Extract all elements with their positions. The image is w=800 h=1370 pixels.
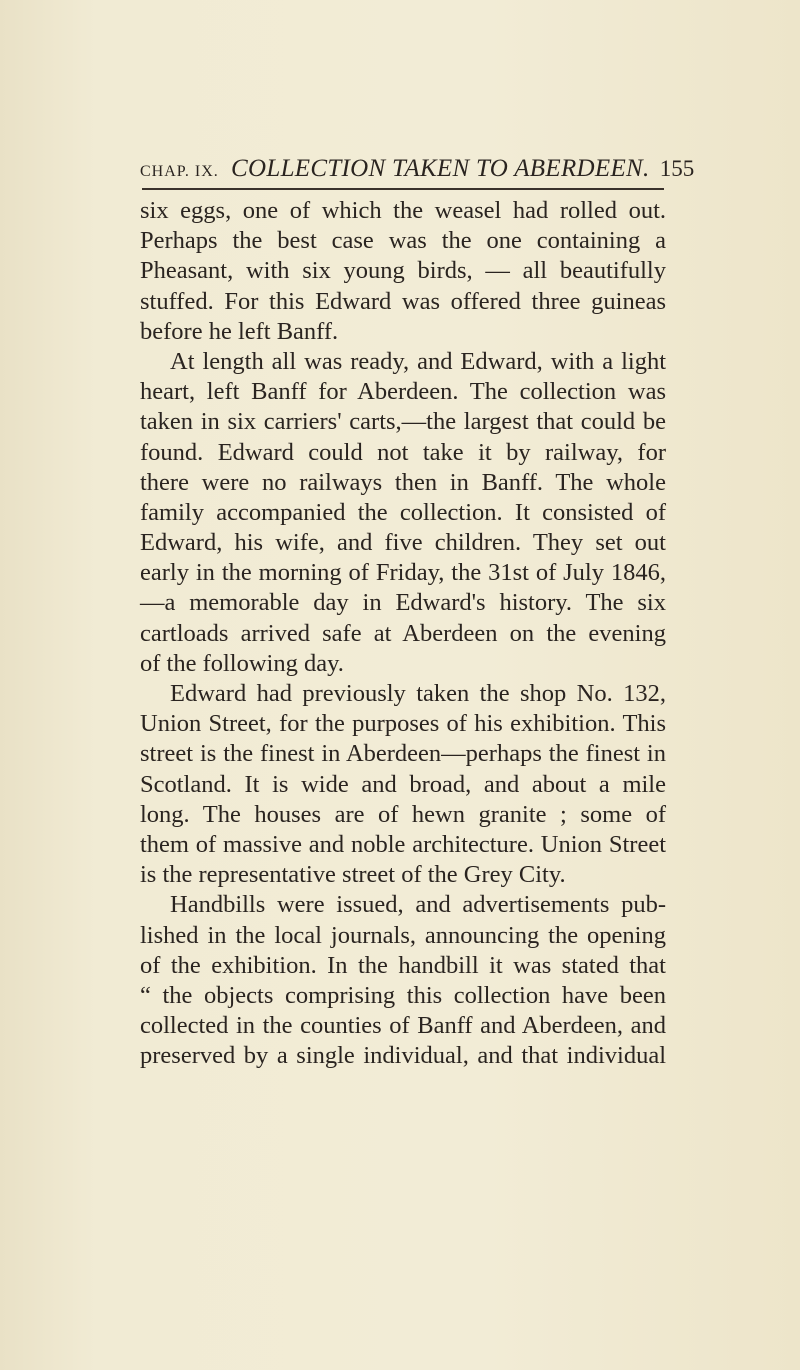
text-line: six eggs, one of which the weasel had rolled out. xyxy=(140,197,666,224)
chapter-label: CHAP. IX. xyxy=(140,163,219,180)
running-head xyxy=(140,152,695,186)
text-line: lished in the local journals, announcing the opening xyxy=(140,921,666,949)
text-line: —a memorable day in Edward's history. The six xyxy=(140,589,666,617)
chapter-title: COLLECTION TAKEN TO ABERDEEN. xyxy=(231,155,650,182)
text-line: Handbills were issued, and advertisements pub- xyxy=(170,891,666,919)
text-line: there were no railways then in Banff. The whole xyxy=(140,468,666,496)
page-number: 155 xyxy=(659,156,695,181)
text-line: long. The houses are of hewn granite ; some of xyxy=(140,800,666,828)
text-line: heart, left Banff for Aberdeen. The collection was xyxy=(140,378,666,406)
text-line: found. Edward could not take it by railway, for xyxy=(140,438,666,466)
header-rule xyxy=(142,188,664,190)
text-line: Perhaps the best case was the one containing a xyxy=(140,227,666,255)
text-line: street is the finest in Aberdeen—perhaps the finest in xyxy=(140,740,666,768)
text-line: taken in six carriers' carts,—the largest that could be xyxy=(140,408,666,436)
text-line: Edward, his wife, and five children. They set out xyxy=(140,529,666,557)
text-line: Union Street, for the purposes of his exhibition. This xyxy=(140,710,666,738)
text-line: collected in the counties of Banff and Aberdeen, and xyxy=(140,1012,666,1040)
text-line: Pheasant, with six young birds, — all beautifully xyxy=(140,257,666,285)
text-line: early in the morning of Friday, the 31st of July 1846, xyxy=(140,559,666,587)
text-line: “ the objects comprising this collection have been xyxy=(140,981,666,1009)
text-line: before he left Banff. xyxy=(140,317,339,345)
body-text xyxy=(140,196,666,1071)
text-line: is the representative street of the Grey City. xyxy=(140,861,566,889)
text-line: family accompanied the collection. It consisted of xyxy=(140,498,666,526)
text-line: them of massive and noble architecture. Union Street xyxy=(140,830,666,858)
text-line: of the following day. xyxy=(140,649,344,677)
text-line: stuffed. For this Edward was offered three guineas xyxy=(140,287,666,315)
text-line: Edward had previously taken the shop No. 132, xyxy=(170,680,666,707)
text-line: cartloads arrived safe at Aberdeen on the evening xyxy=(140,619,666,647)
text-line: At length all was ready, and Edward, with a light xyxy=(170,347,666,375)
text-line: Scotland. It is wide and broad, and about a mile xyxy=(140,770,666,798)
text-line: preserved by a single individual, and that individual xyxy=(140,1042,666,1070)
text-line: of the exhibition. In the handbill it was stated that xyxy=(140,951,666,979)
